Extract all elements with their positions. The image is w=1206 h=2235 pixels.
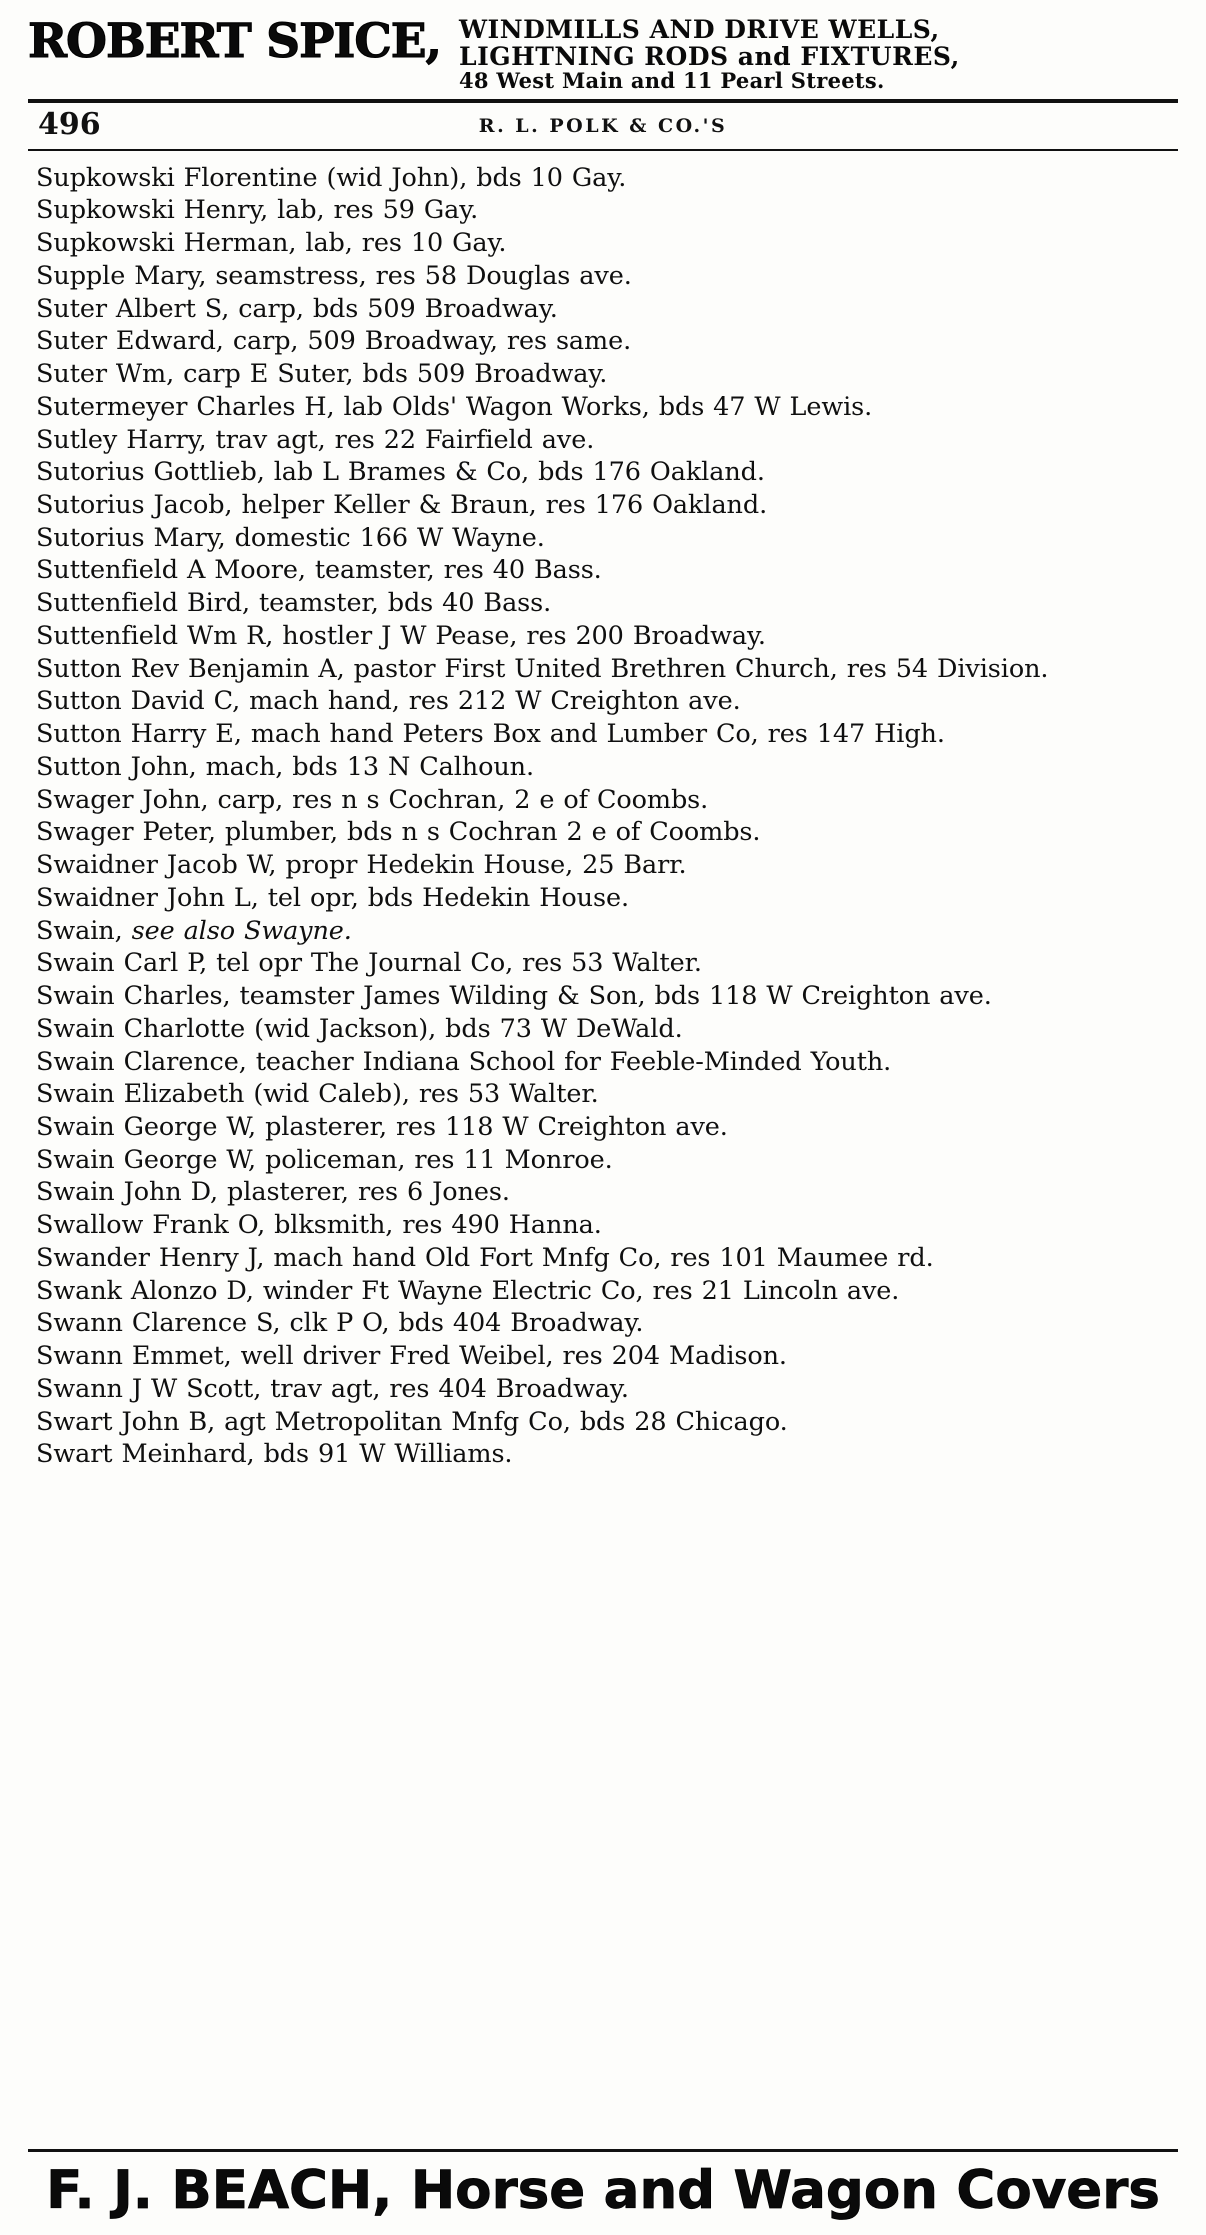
directory-entry: Swain Charles, teamster James Wilding & Son, bds 118 W Creighton ave. (36, 981, 992, 1012)
running-head (28, 103, 1178, 151)
directory-entry: Swann Emmet, well driver Fred Weibel, res 204 Madison. (36, 1341, 787, 1372)
advertiser-address: 48 West Main and 11 Pearl Streets. (458, 68, 885, 93)
directory-entry: Sutton John, mach, bds 13 N Calhoun. (36, 751, 535, 782)
bottom-advertiser-text: F. J. BEACH, Horse and Wagon Covers (46, 2160, 1160, 2221)
directory-entry: Swann J W Scott, trav agt, res 404 Broadway. (36, 1373, 629, 1404)
directory-entry: Sutton Harry E, mach hand Peters Box and Lumber Co, res 147 High. (36, 719, 945, 750)
page-number: 496 (38, 106, 101, 142)
directory-entry: Swain Carl P, tel opr The Journal Co, res 53 Walter. (36, 948, 702, 979)
directory-entry: Suter Wm, carp E Suter, bds 509 Broadway. (36, 359, 608, 390)
directory-entry: Supkowski Florentine (wid John), bds 10 Gay. (36, 162, 627, 193)
directory-entry-list (28, 163, 1178, 1471)
directory-entry: Sutorius Jacob, helper Keller & Braun, res 176 Oakland. (36, 490, 768, 521)
directory-entry: Supkowski Herman, lab, res 10 Gay. (36, 228, 507, 259)
directory-entry: Sutley Harry, trav agt, res 22 Fairfield ave. (36, 424, 595, 455)
directory-entry: Swander Henry J, mach hand Old Fort Mnfg Co, res 101 Maumee rd. (36, 1242, 934, 1273)
directory-entry: Supple Mary, seamstress, res 58 Douglas ave. (36, 260, 632, 291)
directory-entry: Swain George W, policeman, res 11 Monroe. (36, 1144, 613, 1175)
directory-entry: Sutton David C, mach hand, res 212 W Creighton ave. (36, 686, 741, 717)
directory-entry: Swain John D, plasterer, res 6 Jones. (36, 1177, 510, 1208)
directory-entry: Suttenfield Wm R, hostler J W Pease, res 200 Broadway. (36, 620, 766, 651)
advertiser-name: ROBERT SPICE, (28, 14, 441, 69)
directory-entry: Swart Meinhard, bds 91 W Williams. (36, 1439, 513, 1470)
bottom-advertisement (28, 2149, 1178, 2221)
directory-entry: Suttenfield Bird, teamster, bds 40 Bass. (36, 588, 552, 619)
directory-entry: Swart John B, agt Metropolitan Mnfg Co, bds 28 Chicago. (36, 1406, 788, 1437)
directory-entry: Sutorius Gottlieb, lab L Brames & Co, bds 176 Oakland. (36, 457, 765, 488)
directory-entry: Suttenfield A Moore, teamster, res 40 Bass. (36, 555, 602, 586)
directory-entry: Swain Elizabeth (wid Caleb), res 53 Walter. (36, 1079, 599, 1110)
advertiser-details (441, 14, 1178, 93)
directory-entry: Swain Charlotte (wid Jackson), bds 73 W DeWald. (36, 1013, 683, 1044)
top-advertisement (28, 0, 1178, 103)
directory-entry: Swager Peter, plumber, bds n s Cochran 2 e of Coombs. (36, 817, 761, 848)
directory-entry: Swain, see also Swayne. (36, 915, 352, 946)
directory-entry: Sutorius Mary, domestic 166 W Wayne. (36, 522, 545, 553)
directory-entry: Supkowski Henry, lab, res 59 Gay. (36, 195, 479, 226)
advertiser-line-2: LIGHTNING RODS and FIXTURES, (458, 42, 960, 71)
directory-entry: Swank Alonzo D, winder Ft Wayne Electric Co, res 21 Lincoln ave. (36, 1275, 900, 1306)
publisher-title: R. L. POLK & CO.'S (478, 114, 728, 137)
directory-entry: Sutermeyer Charles H, lab Olds' Wagon Works, bds 47 W Lewis. (36, 391, 873, 422)
directory-entry: Suter Albert S, carp, bds 509 Broadway. (36, 293, 558, 324)
directory-entry: Swain Clarence, teacher Indiana School for Feeble-Minded Youth. (36, 1046, 892, 1077)
advertiser-line-1: WINDMILLS AND DRIVE WELLS, (458, 15, 940, 44)
directory-entry: Swallow Frank O, blksmith, res 490 Hanna. (36, 1210, 602, 1241)
directory-entry: Swain George W, plasterer, res 118 W Creighton ave. (36, 1111, 728, 1142)
directory-entry: Suter Edward, carp, 509 Broadway, res same. (36, 326, 632, 357)
directory-entry: Swager John, carp, res n s Cochran, 2 e of Coombs. (36, 784, 709, 815)
directory-entry: Swaidner John L, tel opr, bds Hedekin House. (36, 882, 629, 913)
directory-entry: Swaidner Jacob W, propr Hedekin House, 25 Barr. (36, 850, 687, 881)
directory-entry: Sutton Rev Benjamin A, pastor First United Brethren Church, res 54 Division. (36, 653, 1049, 684)
directory-entry: Swann Clarence S, clk P O, bds 404 Broadway. (36, 1308, 644, 1339)
